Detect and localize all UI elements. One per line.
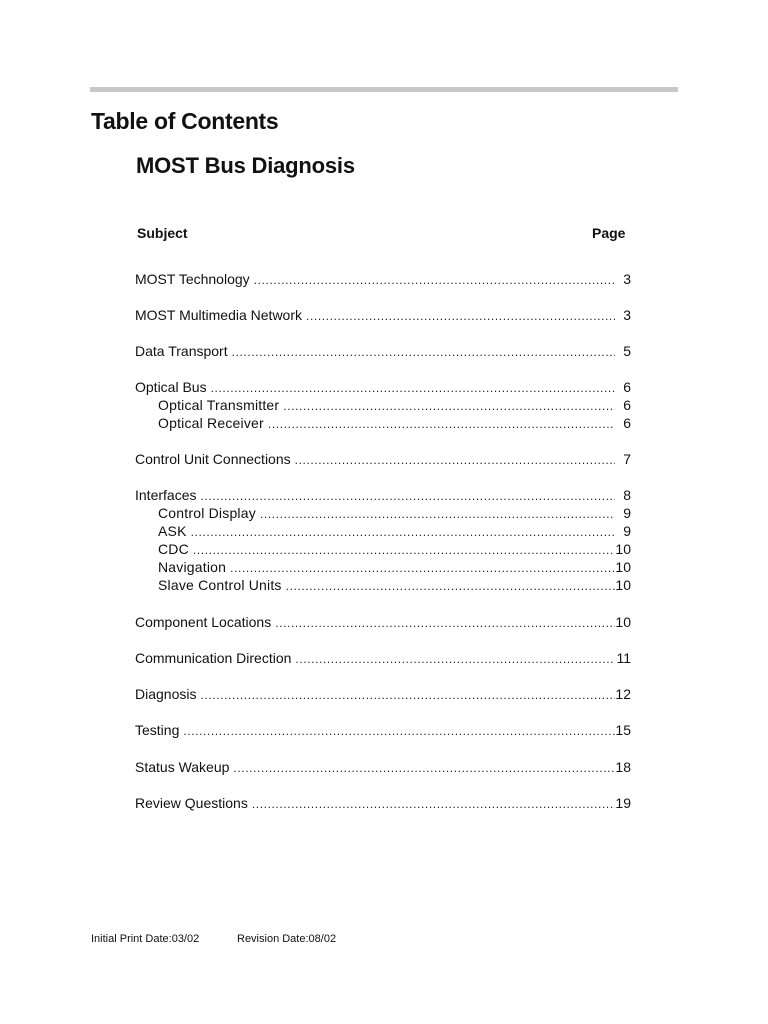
dot-leader	[295, 650, 615, 668]
toc-entry-label: Status Wakeup	[135, 759, 230, 775]
dot-leader	[191, 523, 615, 541]
toc-entry-label: Review Questions	[135, 795, 248, 811]
toc-entry-label: Data Transport	[135, 343, 228, 359]
dot-leader	[183, 722, 615, 740]
toc-entry-page: 18	[615, 759, 631, 775]
toc-entry-page: 9	[623, 505, 631, 521]
dot-leader	[230, 559, 615, 577]
toc-entry-review-questions[interactable]	[135, 794, 631, 812]
dot-leader	[200, 686, 615, 704]
toc-entry-page: 19	[615, 795, 631, 811]
toc-subentry-optical-transmitter[interactable]	[158, 396, 631, 414]
dot-leader	[232, 343, 615, 361]
toc-entry-label: Control Unit Connections	[135, 451, 291, 467]
toc-entry-communication-direction[interactable]	[135, 649, 631, 667]
toc-entry-label: Testing	[135, 722, 180, 738]
initial-print-date: Initial Print Date:03/02	[91, 933, 200, 945]
toc-heading: Table of Contents	[91, 108, 279, 134]
toc-entry-diagnosis[interactable]	[135, 685, 631, 703]
dot-leader	[254, 271, 615, 289]
toc-entry-label: Diagnosis	[135, 686, 197, 702]
toc-entry-label: MOST Technology	[135, 271, 250, 287]
toc-subentry-ask[interactable]	[158, 522, 631, 540]
toc-entry-page: 3	[623, 271, 631, 287]
dot-leader	[193, 541, 615, 559]
toc-entry-page: 10	[615, 614, 631, 630]
toc-entry-label: Navigation	[158, 559, 227, 575]
toc-entry-page: 10	[615, 577, 631, 593]
toc-entry-label: Optical Transmitter	[158, 397, 280, 413]
toc-entry-control-unit-connections[interactable]	[135, 450, 631, 468]
toc-entry-label: Communication Direction	[135, 650, 292, 666]
toc-entry-page: 8	[623, 487, 631, 503]
toc-entry-label: Component Locations	[135, 614, 272, 630]
toc-entry-component-locations[interactable]	[135, 613, 631, 631]
toc-entry-page: 6	[623, 415, 631, 431]
toc-subentry-optical-receiver[interactable]	[158, 414, 631, 432]
toc-entry-page: 3	[623, 307, 631, 323]
dot-leader	[286, 577, 615, 595]
dot-leader	[306, 307, 615, 325]
toc-entry-label: Interfaces	[135, 487, 197, 503]
dot-leader	[260, 505, 615, 523]
toc-entry-testing[interactable]	[135, 721, 631, 739]
revision-date: Revision Date:08/02	[237, 933, 337, 945]
toc-entry-label: MOST Multimedia Network	[135, 307, 303, 323]
toc-entry-label: Optical Bus	[135, 379, 207, 395]
dot-leader	[275, 614, 615, 632]
toc-entry-page: 6	[623, 397, 631, 413]
toc-subentry-control-display[interactable]	[158, 504, 631, 522]
toc-entry-label: CDC	[158, 541, 189, 557]
toc-entry-status-wakeup[interactable]	[135, 758, 631, 776]
dot-leader	[268, 415, 615, 433]
toc-entry-page: 10	[615, 541, 631, 557]
subject-column-header: Subject	[137, 225, 188, 241]
toc-entry-most-technology[interactable]	[135, 270, 631, 288]
dot-leader	[252, 795, 615, 813]
toc-entry-page: 5	[623, 343, 631, 359]
toc-entry-page: 11	[616, 650, 631, 666]
toc-entry-label: Optical Receiver	[158, 415, 264, 431]
toc-subentry-navigation[interactable]	[158, 558, 631, 576]
toc-entry-page: 7	[623, 451, 631, 467]
toc-entry-label: Slave Control Units	[158, 577, 282, 593]
toc-subentry-cdc[interactable]	[158, 540, 631, 558]
toc-entry-interfaces[interactable]	[135, 486, 631, 504]
toc-entry-optical-bus[interactable]	[135, 378, 631, 396]
toc-entry-data-transport[interactable]	[135, 342, 631, 360]
dot-leader	[295, 451, 615, 469]
toc-entry-page: 9	[623, 523, 631, 539]
toc-entry-label: ASK	[158, 523, 187, 539]
toc-entry-page: 15	[615, 722, 631, 738]
toc-entry-page: 6	[623, 379, 631, 395]
toc-entry-page: 12	[615, 686, 631, 702]
toc-entry-most-multimedia-network[interactable]	[135, 306, 631, 324]
document-title: MOST Bus Diagnosis	[136, 153, 355, 178]
toc-entry-page: 10	[615, 559, 631, 575]
dot-leader	[200, 487, 615, 505]
dot-leader	[233, 759, 615, 777]
dot-leader	[211, 379, 615, 397]
dot-leader	[283, 397, 615, 415]
page-column-header: Page	[592, 225, 626, 241]
toc-entry-label: Control Display	[158, 505, 256, 521]
toc-subentry-slave-control-units[interactable]	[158, 576, 631, 594]
